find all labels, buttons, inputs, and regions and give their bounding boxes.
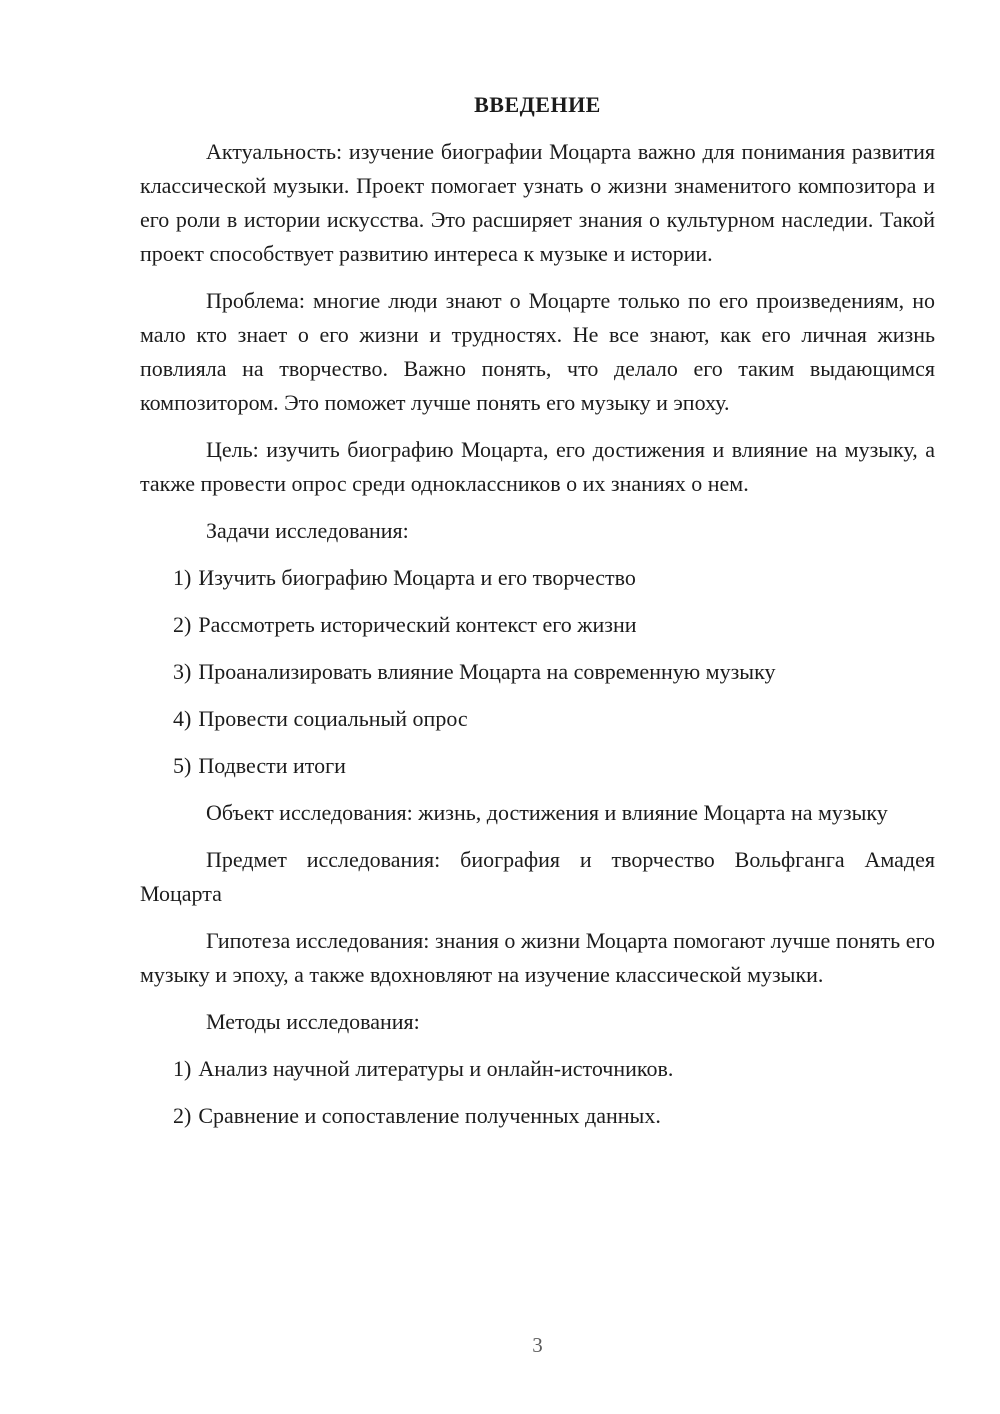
paragraph-object: Объект исследования: жизнь, достижения и влияние Моцарта на музыку bbox=[206, 800, 888, 825]
task-item-2 bbox=[173, 608, 935, 642]
task-item-4 bbox=[173, 702, 935, 736]
paragraph-relevance: Актуальность: изучение биографии Моцарта важно для понимания развития классической музыки. Проект помогает узнать о жизни знаменитого композитора и его роли в истории искусства. Это расширяет знания о культурном наследии. Такой проект способствует развитию интереса к музыке и истории. bbox=[140, 139, 935, 266]
list-item-text: Подвести итоги bbox=[198, 753, 346, 778]
task-item-5 bbox=[173, 749, 935, 783]
page-footer bbox=[140, 1328, 935, 1362]
list-marker: 5) bbox=[173, 753, 192, 778]
list-marker: 1) bbox=[173, 1056, 192, 1081]
list-item-text: Сравнение и сопоставление полученных данных. bbox=[198, 1103, 661, 1128]
list-marker: 3) bbox=[173, 659, 192, 684]
paragraph-hypothesis: Гипотеза исследования: знания о жизни Моцарта помогают лучше понять его музыку и эпоху, а также вдохновляют на изучение классической музыки. bbox=[140, 928, 935, 987]
list-marker: 2) bbox=[173, 612, 192, 637]
method-item-2 bbox=[173, 1099, 935, 1133]
list-marker: 4) bbox=[173, 706, 192, 731]
list-item-text: Рассмотреть исторический контекст его жизни bbox=[198, 612, 637, 637]
list-item-text: Изучить биографию Моцарта и его творчество bbox=[198, 565, 636, 590]
list-item-text: Анализ научной литературы и онлайн-источников. bbox=[198, 1056, 674, 1081]
list-item-text: Проанализировать влияние Моцарта на современную музыку bbox=[198, 659, 776, 684]
paragraph-goal: Цель: изучить биографию Моцарта, его достижения и влияние на музыку, а также провести опрос среди одноклассников о их знаниях о нем. bbox=[140, 437, 935, 496]
page-number: 3 bbox=[532, 1333, 543, 1357]
paragraph-subject: Предмет исследования: биография и творчество Вольфганга Амадея Моцарта bbox=[140, 847, 935, 906]
list-marker: 1) bbox=[173, 565, 192, 590]
page-title: ВВЕДЕНИЕ bbox=[474, 92, 601, 117]
heading-tasks: Задачи исследования: bbox=[206, 518, 409, 543]
list-marker: 2) bbox=[173, 1103, 192, 1128]
method-item-1 bbox=[173, 1052, 935, 1086]
task-item-3 bbox=[173, 655, 935, 689]
task-item-1 bbox=[173, 561, 935, 595]
paragraph-problem: Проблема: многие люди знают о Моцарте только по его произведениям, но мало кто знает о его жизни и трудностях. Не все знают, как его личная жизнь повлияла на творчество. Важно понять, что делало его таким выдающимся композитором. Это поможет лучше понять его музыку и эпоху. bbox=[140, 288, 935, 415]
heading-methods: Методы исследования: bbox=[206, 1009, 420, 1034]
list-item-text: Провести социальный опрос bbox=[198, 706, 468, 731]
